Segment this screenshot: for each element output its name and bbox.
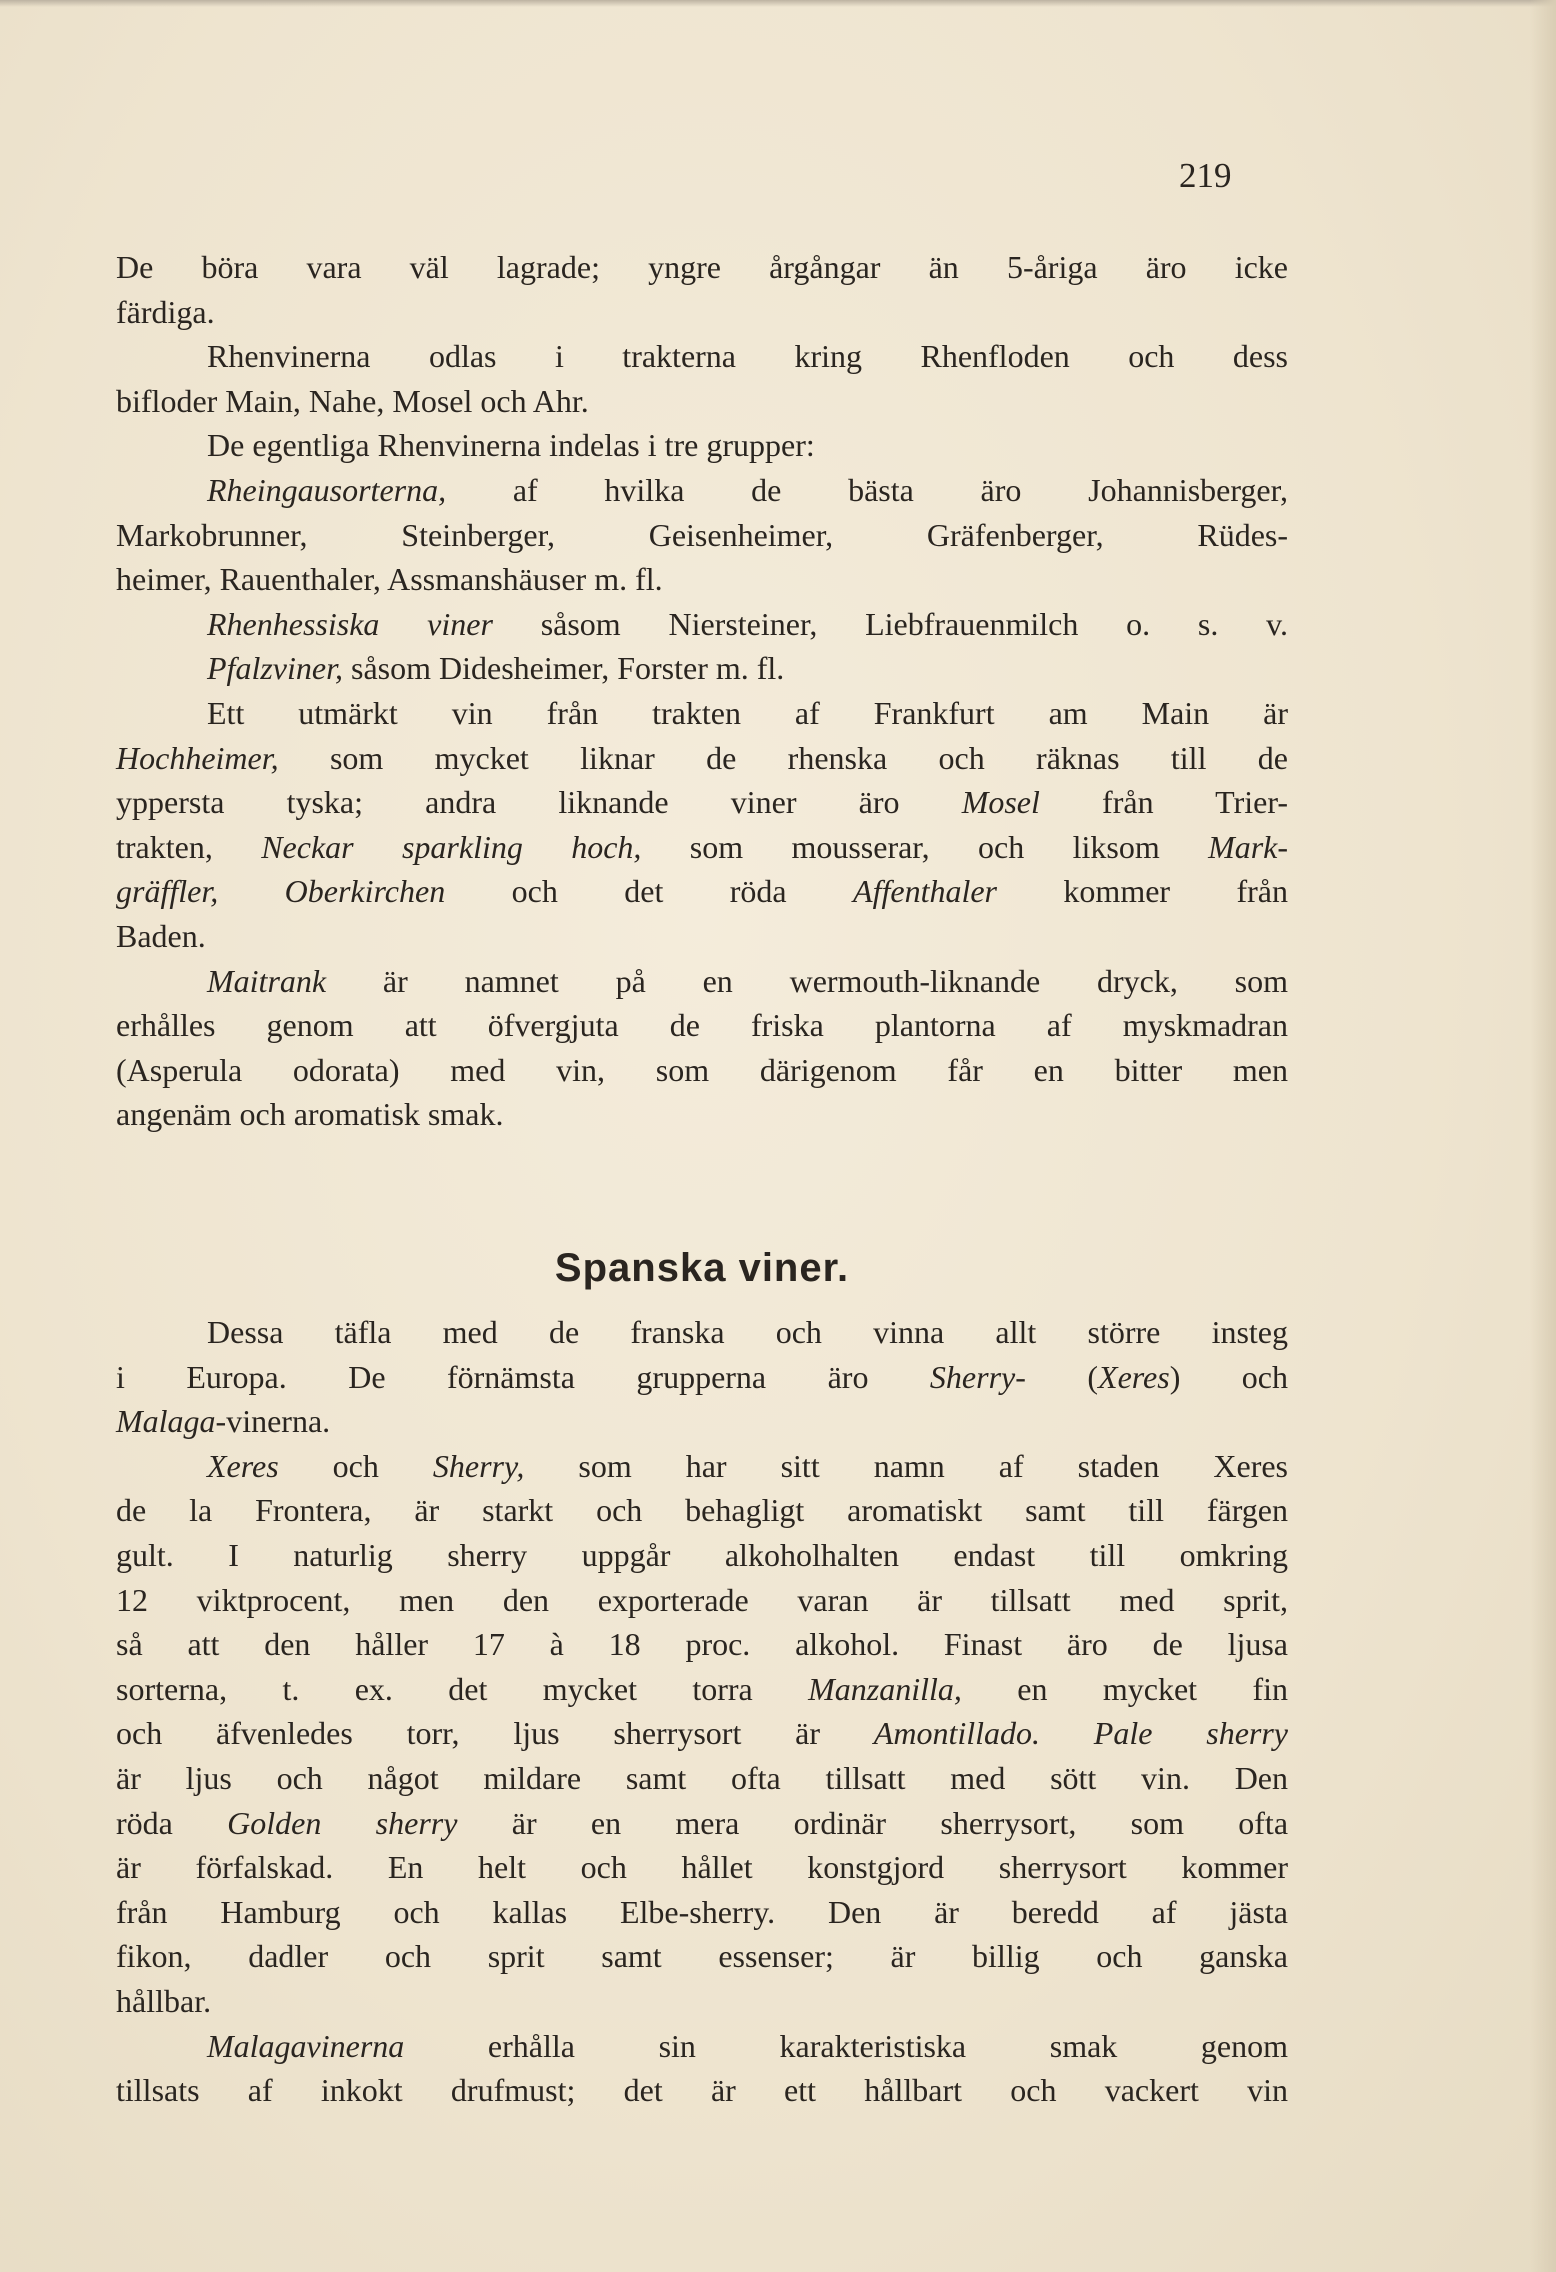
- text-run: är ljus och något mildare samt ofta tillsatt med sött vin. Den: [116, 1759, 1288, 1796]
- italic-term: Sherry,: [432, 1447, 525, 1484]
- text-run: de la Frontera, är starkt och behagligt aromatiskt samt till färgen: [116, 1492, 1288, 1529]
- text-line: [116, 379, 1288, 424]
- text-line: [116, 736, 1288, 781]
- text-run: heimer, Rauenthaler, Assmanshäuser m. fl.: [116, 561, 663, 598]
- text-line: [116, 1444, 1288, 1489]
- text-run: tillsats af inkokt drufmust; det är ett hållbart och vackert vin: [116, 2072, 1288, 2109]
- text-line: [116, 869, 1288, 914]
- text-run: De böra vara väl lagrade; yngre årgångar än 5-åriga äro icke: [116, 249, 1288, 285]
- text-line: [116, 423, 1288, 468]
- text-run: -vinerna.: [215, 1403, 331, 1440]
- italic-term: Hochheimer,: [116, 739, 279, 776]
- italic-term: Manzanilla,: [808, 1670, 962, 1707]
- body-text-spanish-wines: [116, 1310, 1288, 2113]
- text-line: [116, 1801, 1288, 1846]
- page-right-edge: [1530, 0, 1556, 2272]
- text-run: hållbar.: [116, 1982, 212, 2019]
- text-line: [116, 602, 1288, 647]
- italic-term: Rhenhessiska viner: [207, 605, 493, 642]
- text-run: och det röda: [445, 873, 854, 910]
- text-run: erhålla sin karakteristiska smak genom: [404, 2027, 1288, 2064]
- text-run: är en mera ordinär sherrysort, som ofta: [457, 1804, 1289, 1841]
- text-line: [116, 1979, 1288, 2024]
- text-line: [116, 914, 1288, 959]
- text-line: [116, 1578, 1288, 1623]
- text-run: ) och: [1169, 1358, 1289, 1395]
- text-run: af hvilka de bästa äro Johannisberger,: [446, 471, 1288, 508]
- text-line: [116, 334, 1288, 379]
- italic-term: Pfalzviner,: [207, 650, 343, 687]
- text-line: [116, 468, 1288, 513]
- italic-term: Malaga: [116, 1403, 216, 1440]
- italic-term: Golden sherry: [227, 1804, 458, 1841]
- italic-term: Malagavinerna: [207, 2027, 405, 2064]
- text-line: [116, 557, 1288, 602]
- italic-term: gräffler,: [116, 873, 219, 910]
- text-line: [116, 1310, 1288, 1355]
- text-line: [116, 513, 1288, 558]
- text-run: som mousserar, och liksom: [641, 828, 1209, 865]
- text-run: Rhenvinerna odlas i trakterna kring Rhenfloden och dess: [207, 338, 1288, 375]
- text-run: och: [278, 1447, 433, 1484]
- italic-term: Mark-: [1208, 828, 1289, 865]
- text-line: [116, 780, 1288, 825]
- text-line: [116, 1711, 1288, 1756]
- text-run: är förfalskad. En helt och hållet konstgjord sherrysort kommer: [116, 1849, 1288, 1886]
- text-run: gult. I naturlig sherry uppgår alkoholhalten endast till omkring: [116, 1536, 1288, 1573]
- text-run: erhålles genom att öfvergjuta de friska plantorna af myskmadran: [116, 1007, 1288, 1044]
- text-line: [116, 1399, 1288, 1444]
- text-run: så att den håller 17 à 18 proc. alkohol. Finast äro de ljusa: [116, 1626, 1288, 1663]
- text-line: [116, 2024, 1288, 2069]
- text-run: i Europa. De förnämsta grupperna äro: [116, 1358, 930, 1395]
- text-run: bifloder Main, Nahe, Mosel och Ahr.: [116, 382, 589, 419]
- text-line: [116, 2068, 1288, 2113]
- text-run: yppersta tyska; andra liknande viner äro: [116, 784, 962, 821]
- text-line: [116, 1667, 1288, 1712]
- page-number: 219: [1179, 156, 1232, 195]
- text-run: såsom Niersteiner, Liebfrauenmilch o. s. v.: [492, 605, 1288, 642]
- text-run: är namnet på en wermouth-liknande dryck, som: [326, 962, 1288, 999]
- text-run: från Hamburg och kallas Elbe-sherry. Den är beredd af jästa: [116, 1893, 1288, 1930]
- italic-term: Neckar sparkling hoch,: [261, 828, 642, 865]
- text-run: färdiga.: [116, 293, 215, 330]
- text-line: [116, 1092, 1288, 1137]
- text-run: såsom Didesheimer, Forster m. fl.: [342, 650, 785, 687]
- text-run: trakten,: [116, 828, 262, 865]
- italic-term: Xeres: [1098, 1358, 1170, 1395]
- text-run: sorterna, t. ex. det mycket torra: [116, 1670, 809, 1707]
- italic-term: Mosel: [961, 784, 1040, 821]
- text-run: och äfvenledes torr, ljus sherrysort är: [116, 1715, 874, 1752]
- text-run: Ett utmärkt vin från trakten af Frankfurt am Main är: [207, 694, 1288, 731]
- text-run: De egentliga Rhenvinerna indelas i tre grupper:: [207, 427, 815, 464]
- text-run: från Trier-: [1039, 784, 1288, 821]
- italic-term: Maitrank: [207, 962, 327, 999]
- italic-term: Sherry-: [929, 1358, 1026, 1395]
- section-heading: Spanska viner.: [554, 1246, 850, 1290]
- page-top-edge: [0, 0, 1556, 7]
- text-line: [116, 1890, 1288, 1935]
- italic-term: Pale sherry: [1093, 1715, 1288, 1752]
- text-line: [116, 1756, 1288, 1801]
- text-line: [116, 1488, 1288, 1533]
- text-run: angenäm och aromatisk smak.: [116, 1096, 504, 1133]
- text-line: [116, 290, 1288, 335]
- text-line: [116, 245, 1288, 290]
- text-run: Dessa täfla med de franska och vinna allt större insteg: [207, 1314, 1288, 1350]
- italic-term: Rheingausorterna,: [207, 471, 447, 508]
- text-run: som har sitt namn af staden Xeres: [524, 1447, 1289, 1484]
- text-run: kommer från: [997, 873, 1288, 910]
- text-line: [116, 825, 1288, 870]
- text-run: en mycket fin: [961, 1670, 1289, 1707]
- text-run: Baden.: [116, 917, 206, 954]
- text-run: [218, 873, 284, 909]
- text-run: [1040, 1715, 1094, 1751]
- text-line: [116, 1533, 1288, 1578]
- text-line: [116, 1622, 1288, 1667]
- text-line: [116, 691, 1288, 736]
- text-line: [116, 959, 1288, 1004]
- italic-term: Amontillado.: [873, 1715, 1040, 1752]
- body-text-rhine-wines: [116, 245, 1288, 1137]
- text-line: [116, 646, 1288, 691]
- text-line: [116, 1003, 1288, 1048]
- text-run: 12 viktprocent, men den exporterade varan är tillsatt med sprit,: [116, 1581, 1288, 1618]
- text-line: [116, 1845, 1288, 1890]
- text-run: (Asperula odorata) med vin, som därigenom får en bitter men: [116, 1051, 1288, 1088]
- text-run: Markobrunner, Steinberger, Geisenheimer, Gräfenberger, Rüdes-: [116, 516, 1288, 553]
- text-line: [116, 1934, 1288, 1979]
- italic-term: Xeres: [207, 1447, 279, 1484]
- text-run: röda: [116, 1804, 228, 1841]
- text-run: fikon, dadler och sprit samt essenser; är billig och ganska: [116, 1938, 1288, 1975]
- italic-term: Affenthaler: [853, 873, 997, 910]
- italic-term: Oberkirchen: [284, 873, 446, 910]
- text-run: som mycket liknar de rhenska och räknas till de: [278, 739, 1288, 776]
- text-line: [116, 1355, 1288, 1400]
- text-run: (: [1025, 1358, 1099, 1395]
- text-line: [116, 1048, 1288, 1093]
